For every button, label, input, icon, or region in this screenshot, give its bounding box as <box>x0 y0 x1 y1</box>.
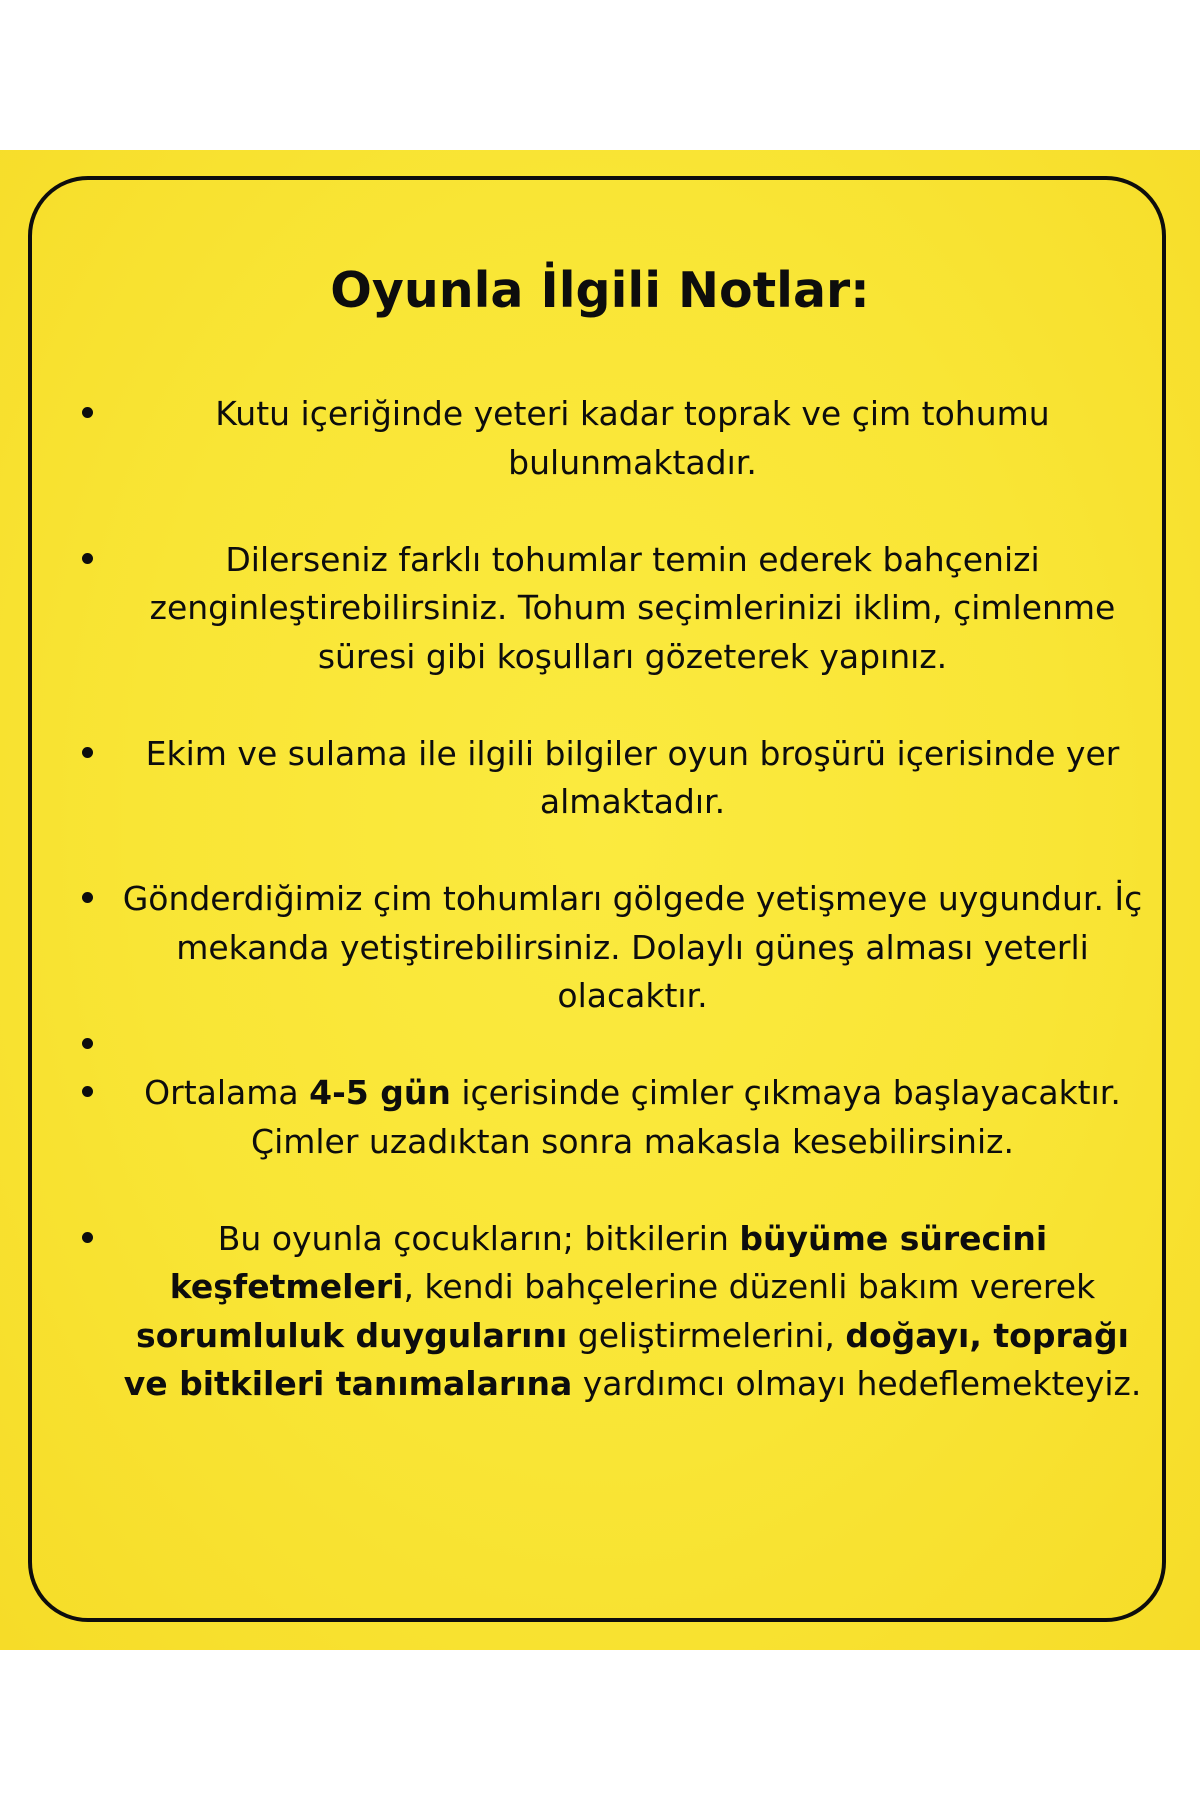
list-item-empty <box>0 1021 1200 1070</box>
page-title: Oyunla İlgili Notlar: <box>330 262 870 319</box>
list-item <box>0 536 1200 682</box>
notes-list <box>0 390 1200 1457</box>
bullet-icon <box>82 1038 93 1049</box>
list-item <box>0 1215 1200 1409</box>
note-text: Gönderdiğimiz çim tohumları gölgede yetişmeye uygundur. İç mekanda yetiştirebilirsiniz. Dolaylı güneş alması yeterli olacaktır. <box>122 879 1143 1015</box>
list-item <box>0 730 1200 827</box>
list-item <box>0 390 1200 487</box>
bullet-icon <box>82 892 93 903</box>
bullet-icon <box>82 747 93 758</box>
highlight-growth: büyüme sürecini keşfetmeleri <box>169 1218 1048 1306</box>
note-text: Dilerseniz farklı tohumlar temin ederek bahçenizi zenginleştirebilirsiniz. Tohum seçimlerinizi iklim, çimlenme süresi gibi koşulları gözeterek yapınız. <box>149 539 1116 676</box>
list-item <box>0 875 1200 1021</box>
bullet-icon <box>82 1086 93 1097</box>
bullet-icon <box>82 1232 93 1243</box>
highlight-nature: doğayı, toprağı ve bitkileri tanımalarına <box>123 1315 1129 1403</box>
list-item <box>0 1069 1200 1166</box>
highlight-duration: 4-5 gün <box>309 1073 451 1112</box>
note-text: Kutu içeriğinde yeteri kadar toprak ve çim tohumu bulunmaktadır. <box>215 394 1050 482</box>
bullet-icon <box>82 407 93 418</box>
note-text: Ortalama 4-5 gün içerisinde çimler çıkmaya başlayacaktır. Çimler uzadıktan sonra makasla kesebilirsiniz. <box>144 1073 1121 1161</box>
bullet-icon <box>82 553 93 564</box>
note-text: Ekim ve sulama ile ilgili bilgiler oyun broşürü içerisinde yer almaktadır. <box>145 733 1120 821</box>
highlight-responsibility: sorumluluk duygularını <box>136 1315 568 1355</box>
note-text: Bu oyunla çocukların; bitkilerin büyüme sürecini keşfetmeleri, kendi bahçelerine düzenli bakım vererek sorumluluk duygularını geliştirmelerini, doğayı, toprağı ve bitkileri tanımalarına yardımcı olmayı hedeflemekteyiz. <box>123 1218 1142 1403</box>
